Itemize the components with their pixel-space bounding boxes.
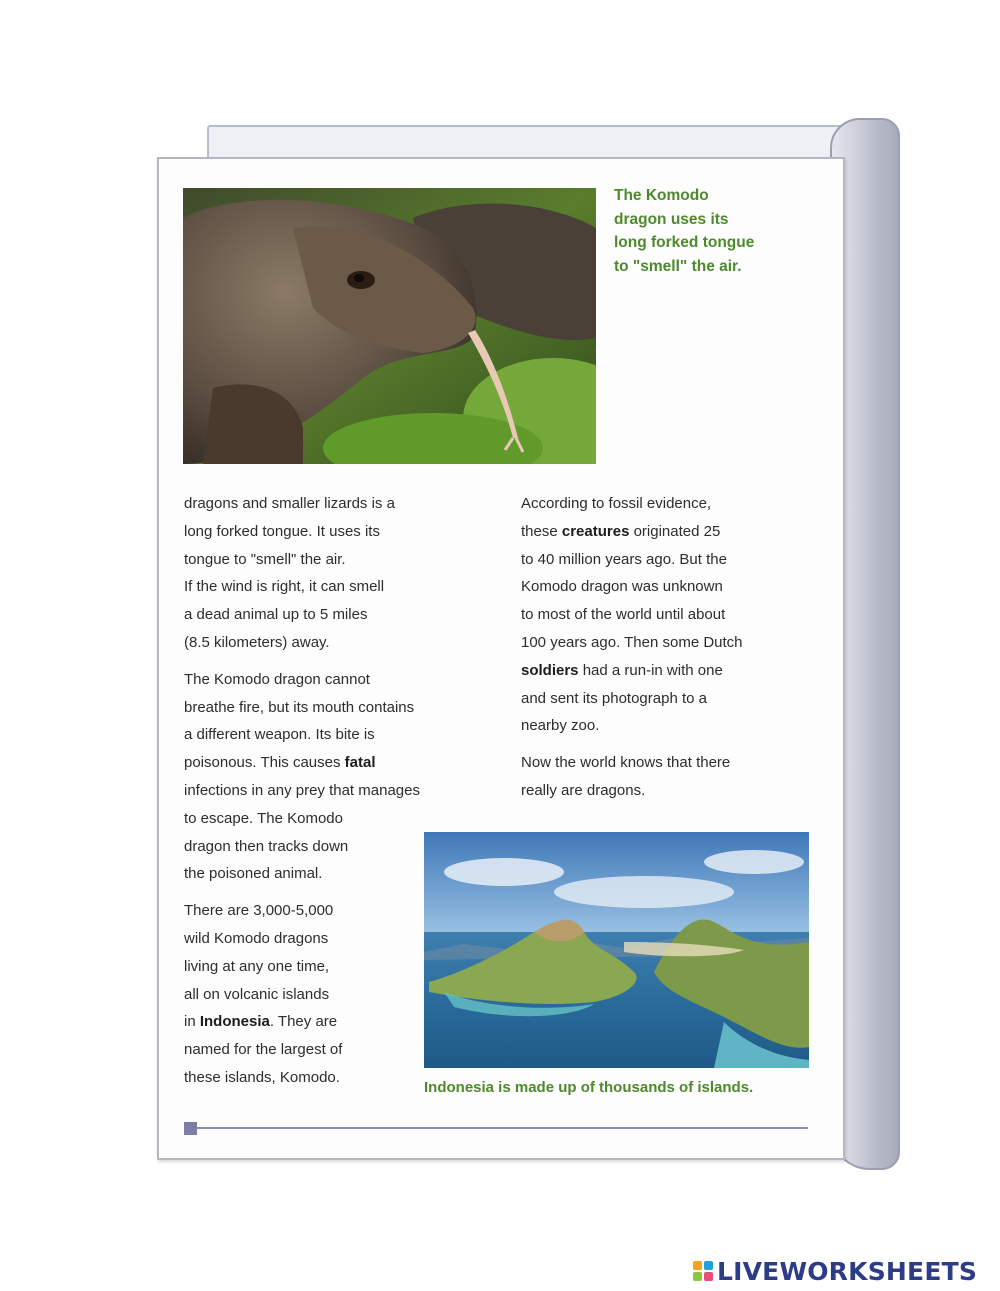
text-line: originated 25 [629, 522, 721, 540]
caption-line: dragon uses its [614, 210, 729, 228]
text-line: the poisoned animal. [184, 865, 323, 883]
right-column [521, 490, 811, 814]
vocab-word-fatal: fatal [344, 754, 376, 772]
text-line: . They are [269, 1013, 338, 1031]
text-line: poisonous. This causes [184, 754, 345, 772]
page-rule-marker [184, 1122, 197, 1135]
text-line: really are dragons. [521, 781, 646, 799]
text-line: to most of the world until about [521, 606, 726, 624]
text-line: wild Komodo dragons [184, 929, 329, 947]
text-line: Now the world knows that there [521, 754, 731, 772]
vocab-word-soldiers: soldiers [521, 661, 579, 679]
text-line: to 40 million years ago. But the [521, 550, 727, 568]
text-line: these [521, 522, 562, 540]
logo-square [704, 1261, 713, 1270]
indonesia-islands-photo [424, 832, 809, 1068]
text-line: dragon then tracks down [184, 837, 349, 855]
vocab-word-creatures: creatures [561, 522, 630, 540]
liveworksheets-logo-icon [693, 1261, 713, 1281]
komodo-dragon-photo [183, 188, 596, 464]
text-line: infections in any prey that manages [184, 781, 420, 799]
logo-square [693, 1261, 702, 1270]
paragraph [184, 490, 484, 657]
page-rule-line [197, 1127, 808, 1129]
text-line: and sent its photograph to a [521, 689, 707, 707]
text-line: a dead animal up to 5 miles [184, 606, 368, 624]
text-line: nearby zoo. [521, 717, 600, 735]
text-line: If the wind is right, it can smell [184, 578, 385, 596]
text-line: (8.5 kilometers) away. [184, 633, 330, 651]
top-photo-caption [614, 184, 814, 278]
text-line: these islands, Komodo. [184, 1068, 340, 1086]
text-line: breathe fire, but its mouth contains [184, 698, 415, 716]
paragraph [521, 490, 811, 740]
text-line: in [184, 1013, 200, 1031]
text-line: all on volcanic islands [184, 985, 330, 1003]
text-line: had a run-in with one [578, 661, 723, 679]
text-line: There are 3,000-5,000 [184, 902, 334, 920]
caption-line: The Komodo [614, 187, 709, 204]
text-line: tongue to "smell" the air. [184, 550, 346, 568]
text-line: living at any one time, [184, 957, 330, 975]
text-line: a different weapon. Its bite is [184, 726, 375, 744]
text-line: named for the largest of [184, 1041, 343, 1059]
caption-line: long forked tongue [614, 234, 755, 251]
text-line: to escape. The Komodo [184, 809, 343, 827]
brand-name: LIVEWORKSHEETS [717, 1256, 978, 1286]
text-line: Komodo dragon was unknown [521, 578, 723, 596]
logo-square [693, 1272, 702, 1281]
text-line: long forked tongue. It uses its [184, 522, 380, 540]
text-line: dragons and smaller lizards is a [184, 495, 395, 512]
text-line: According to fossil evidence, [521, 495, 712, 512]
liveworksheets-brand[interactable] [693, 1256, 977, 1286]
vocab-word-indonesia: Indonesia [199, 1013, 270, 1031]
text-line: 100 years ago. Then some Dutch [521, 633, 743, 651]
caption-line: to "smell" the air. [614, 257, 742, 275]
paragraph [521, 749, 811, 805]
text-line: The Komodo dragon cannot [184, 670, 370, 688]
logo-square [704, 1272, 713, 1281]
bottom-photo-caption: Indonesia is made up of thousands of islands. [424, 1079, 754, 1096]
